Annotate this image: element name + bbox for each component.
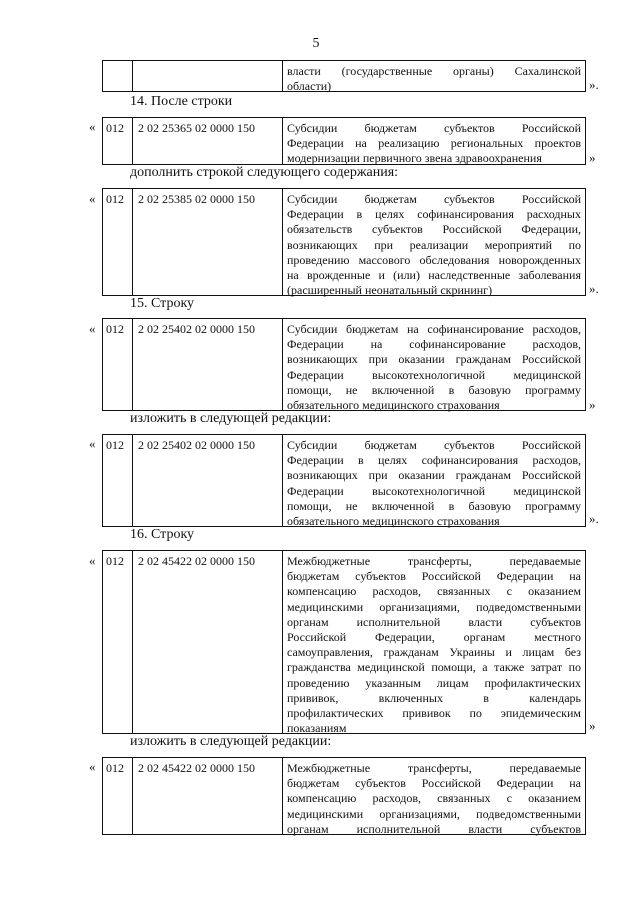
- paragraph: 16. Строку: [130, 527, 195, 542]
- name-cell: [283, 319, 585, 413]
- close-quote: ».: [589, 77, 599, 92]
- name-line: Межбюджетные трансферты, передаваемые: [287, 554, 581, 568]
- name-line: гражданства медицинской помощи, а также затрат по: [287, 660, 581, 675]
- code-cell: 012: [103, 118, 133, 164]
- table-row: [102, 318, 586, 411]
- name-line: модернизации первичного звена здравоохранения: [287, 151, 542, 166]
- name-line: Федерации на реализацию региональных проектов: [287, 136, 581, 151]
- name-line: возникающих при реализации мероприятий по: [287, 237, 581, 252]
- open-quote: «: [89, 321, 96, 336]
- name-line: профилактических прививок по эпидемическим: [287, 706, 581, 721]
- code-cell: 012: [103, 319, 133, 410]
- name-line: медицинскими организациями, подведомственными: [287, 599, 581, 614]
- name-line: показаниям: [287, 721, 347, 736]
- code-cell: 012: [103, 758, 133, 834]
- table-row: [102, 117, 586, 165]
- name-cell: [283, 758, 585, 834]
- kbk-cell: 2 02 25402 02 0000 150: [133, 435, 283, 526]
- paragraph: дополнить строкой следующего содержания:: [130, 165, 399, 180]
- name-line: компенсацию расходов, связанных с оказанием: [287, 791, 581, 806]
- name-line: помощи, не включенной в базовую программу: [287, 498, 581, 513]
- code-cell: 012: [103, 435, 133, 526]
- table-row: [102, 188, 586, 296]
- kbk-cell: 2 02 45422 02 0000 150: [133, 758, 283, 834]
- name-line: компенсацию расходов, связанных с оказанием: [287, 584, 581, 599]
- name-line: бюджетам субъектов Российской Федерации на: [287, 569, 581, 584]
- name-line: Федерации в целях софинансирования расходов,: [287, 453, 581, 468]
- name-line: медицинскими организациями, подведомственными: [287, 806, 581, 821]
- code-cell: 012: [103, 551, 133, 733]
- table-row: [102, 757, 586, 835]
- name-line: обязательного медицинского страхования: [287, 514, 500, 529]
- name-line: Межбюджетные трансферты, передаваемые: [287, 761, 581, 775]
- name-line: власти (государственные органы) Сахалинской: [287, 64, 581, 78]
- close-quote: ».: [589, 281, 599, 296]
- kbk-cell: [133, 61, 283, 91]
- name-line: Федерации в целях софинансирования расходных: [287, 207, 581, 222]
- name-line: самоуправления, гражданам Украины и лицам без: [287, 645, 581, 660]
- name-line: обязательного медицинского страхования: [287, 398, 500, 413]
- open-quote: «: [89, 553, 96, 568]
- name-line: Федерации высокотехнологичной медицинской: [287, 367, 581, 382]
- paragraph: 15. Строку: [130, 296, 195, 311]
- kbk-cell: 2 02 25402 02 0000 150: [133, 319, 283, 410]
- open-quote: «: [89, 191, 96, 206]
- close-quote: »: [589, 718, 596, 733]
- close-quote: ».: [589, 511, 599, 526]
- name-line: на врожденные и (или) наследственные заболевания: [287, 268, 581, 283]
- paragraph: 14. После строки: [130, 94, 233, 109]
- name-line: Субсидии бюджетам субъектов Российской: [287, 121, 581, 135]
- name-line: проведению указанным лицам профилактических: [287, 675, 581, 690]
- kbk-cell: 2 02 25385 02 0000 150: [133, 189, 283, 295]
- name-line: обязательств субъектов Российской Федерации,: [287, 222, 581, 237]
- name-line: органам исполнительной власти субъектов: [287, 821, 581, 836]
- name-line: прививок, включенных в календарь: [287, 690, 581, 705]
- open-quote: «: [89, 436, 96, 451]
- name-line: бюджетам субъектов Российской Федерации на: [287, 776, 581, 791]
- name-cell: [283, 61, 585, 94]
- page-number: 5: [312, 36, 320, 51]
- name-cell: [283, 118, 585, 164]
- close-quote: »: [589, 150, 596, 165]
- table-row: [102, 434, 586, 527]
- name-line: (расширенный неонатальный скрининг): [287, 283, 493, 298]
- table-row: [102, 550, 586, 734]
- code-cell: [103, 61, 133, 91]
- name-line: проведению массового обследования новорожденных: [287, 252, 581, 267]
- name-line: Российской Федерации, органам местного: [287, 630, 581, 645]
- kbk-cell: 2 02 45422 02 0000 150: [133, 551, 283, 733]
- name-cell: [283, 551, 585, 736]
- paragraph: изложить в следующей редакции:: [130, 734, 332, 749]
- name-line: помощи, не включенной в базовую программу: [287, 382, 581, 397]
- name-line: возникающих при оказании гражданам Российской: [287, 352, 581, 367]
- name-line: органам исполнительной власти субъектов: [287, 614, 581, 629]
- name-cell: [283, 189, 585, 298]
- name-line: Федерации на софинансирование расходов,: [287, 337, 581, 352]
- kbk-cell: 2 02 25365 02 0000 150: [133, 118, 283, 164]
- name-line: Субсидии бюджетам на софинансирование расходов,: [287, 322, 581, 336]
- table-row: [102, 60, 586, 92]
- open-quote: «: [89, 119, 96, 134]
- name-line: области): [287, 79, 332, 94]
- paragraph: изложить в следующей редакции:: [130, 411, 332, 426]
- name-cell: [283, 435, 585, 529]
- close-quote: »: [589, 397, 596, 412]
- open-quote: «: [89, 759, 96, 774]
- name-line: возникающих при оказании гражданам Российской: [287, 468, 581, 483]
- name-line: Субсидии бюджетам субъектов Российской: [287, 192, 581, 206]
- name-line: Федерации высокотехнологичной медицинской: [287, 483, 581, 498]
- name-line: Субсидии бюджетам субъектов Российской: [287, 438, 581, 452]
- code-cell: 012: [103, 189, 133, 295]
